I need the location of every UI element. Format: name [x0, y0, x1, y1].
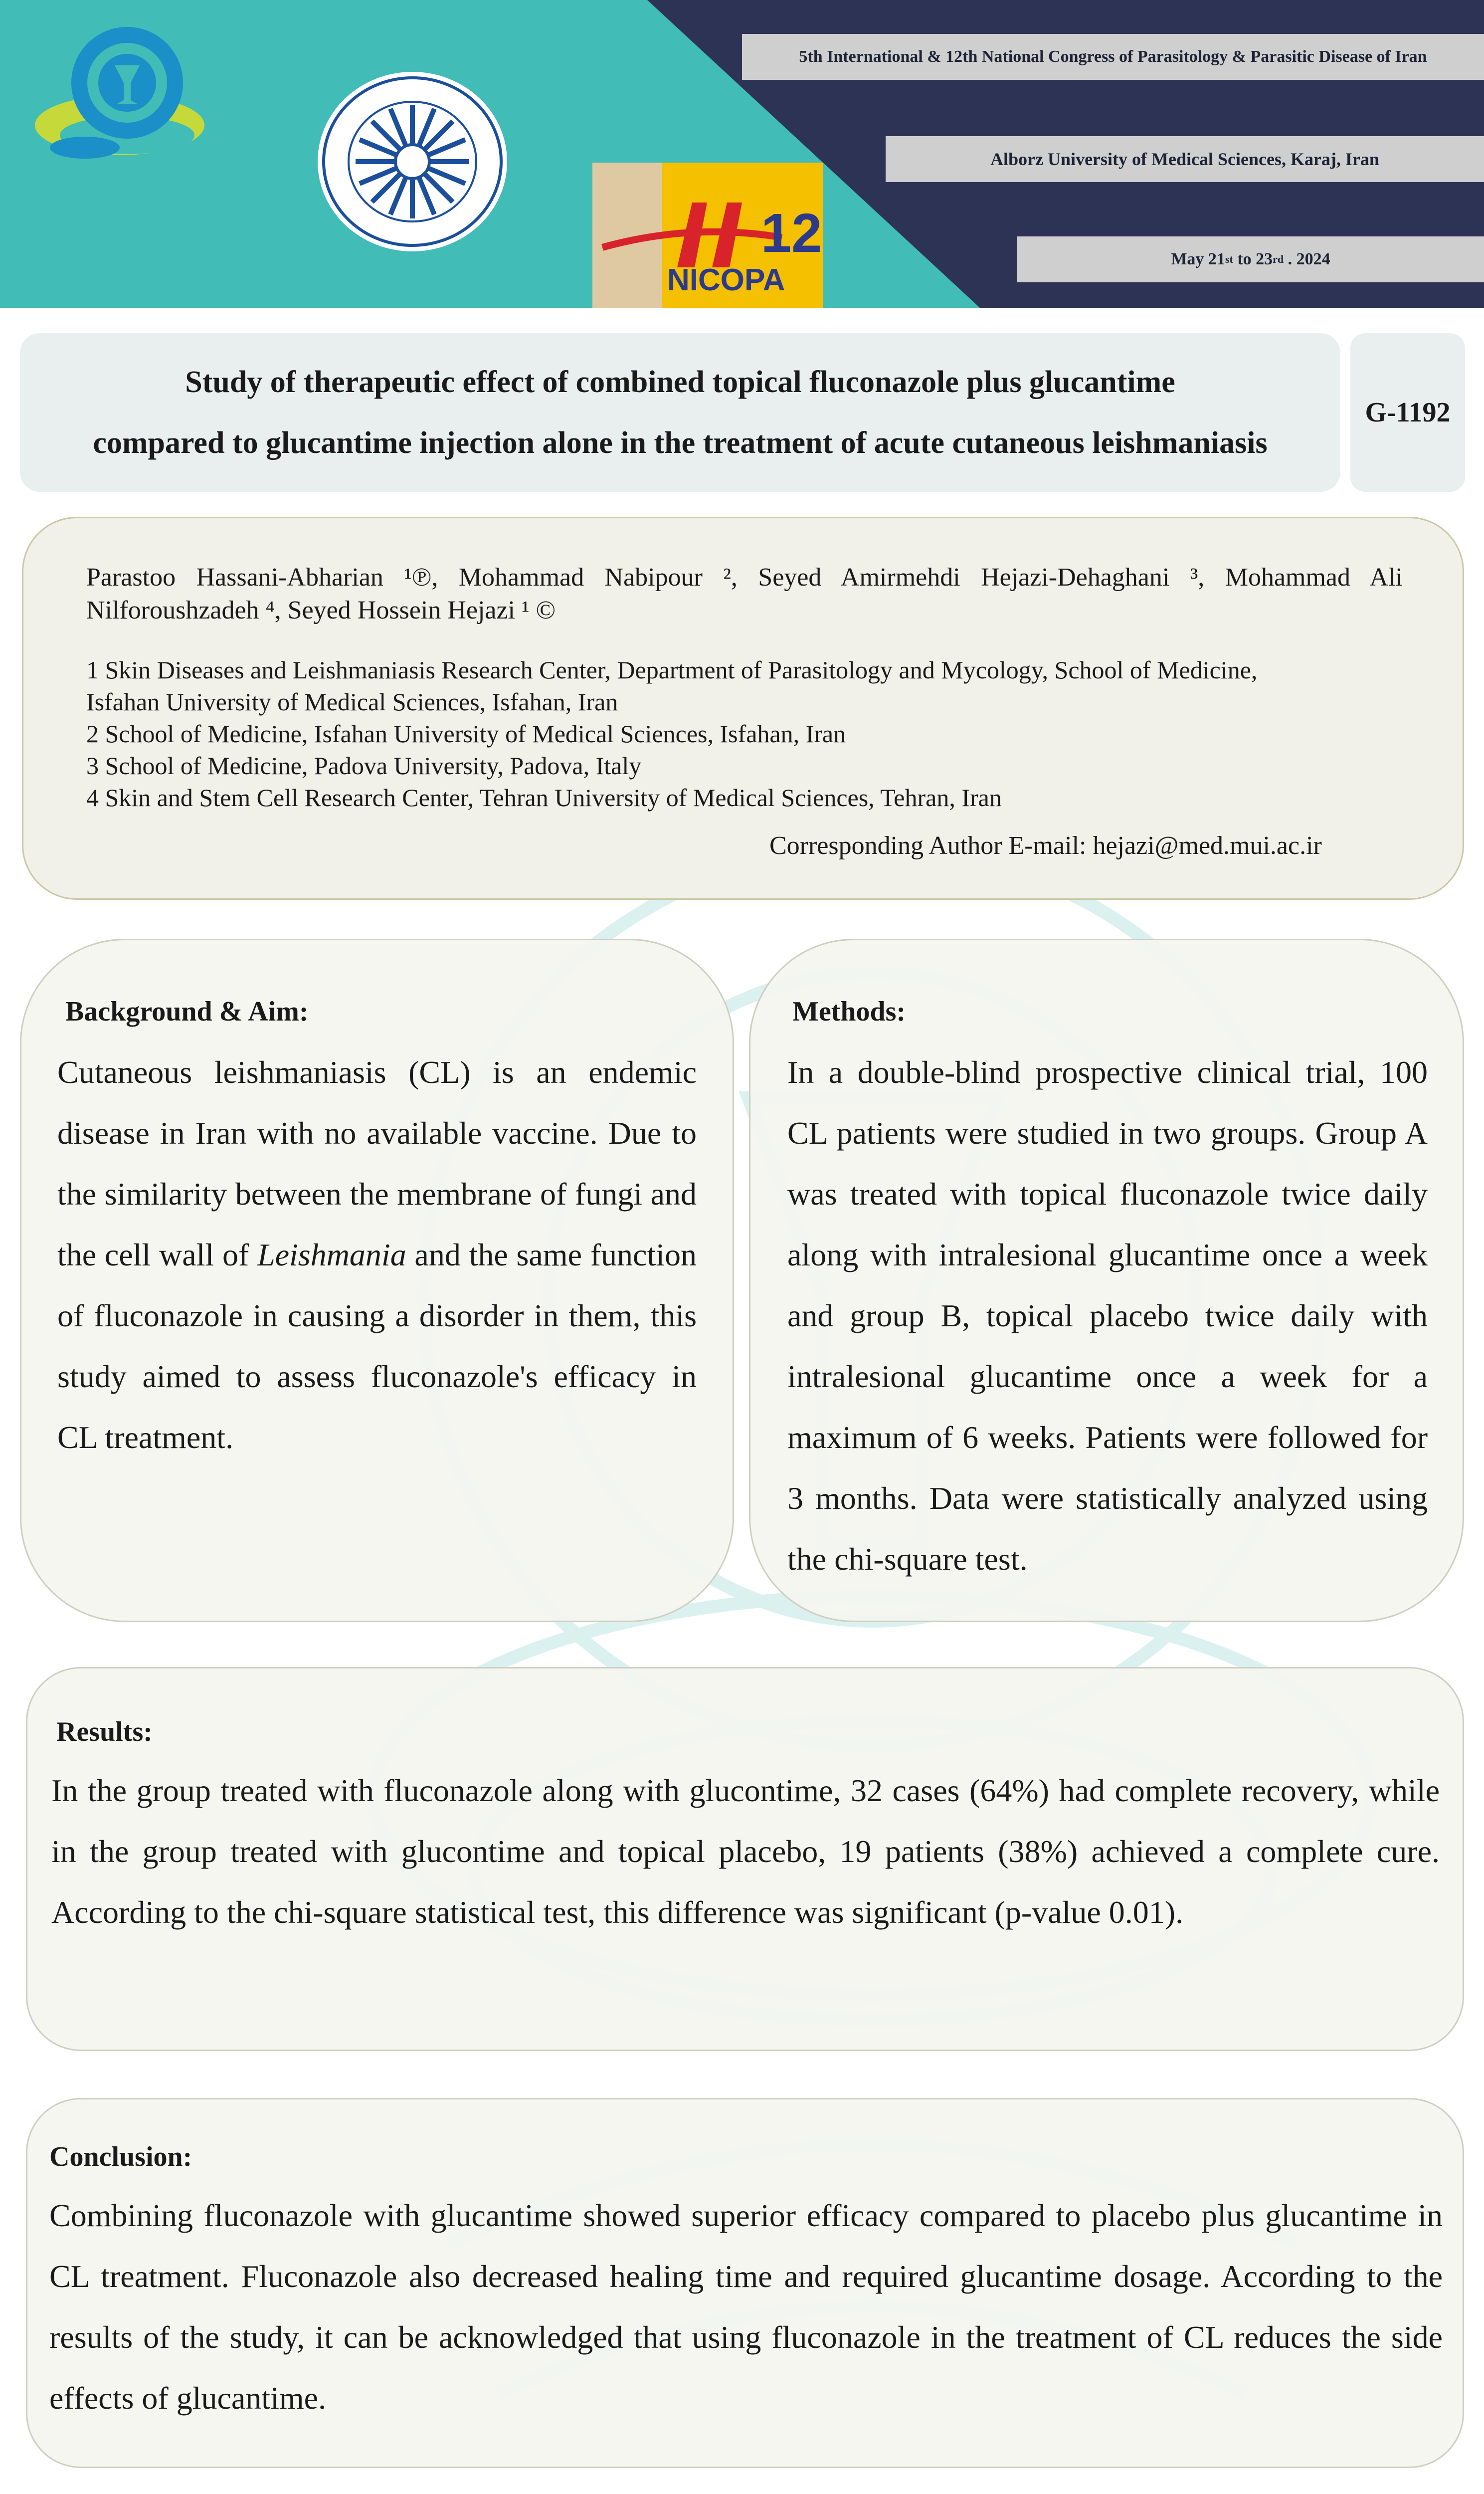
authors-panel — [22, 517, 1464, 900]
leishmania-term: Leishmania — [257, 1237, 406, 1272]
date-mid: to 23 — [1233, 250, 1273, 268]
affiliation-line: 4 Skin and Stem Cell Research Center, Tehran University of Medical Sciences, Tehran, Iran — [86, 784, 1002, 812]
date-sup-rd: rd — [1273, 253, 1284, 265]
nicopa-12-logo — [592, 163, 823, 308]
affiliation-line: 2 School of Medicine, Isfahan University of Medical Sciences, Isfahan, Iran — [86, 720, 846, 748]
affiliation-line: 3 School of Medicine, Padova University, Padova, Italy — [86, 752, 642, 780]
results-text: In the group treated with fluconazole along with glucontime, 32 cases (64%) had complete recovery, while in the group treated with glucontime and topical placebo, 19 patients (38%) achieved a complete cure. According to the chi-square statistical test, this difference was significant (p-value 0.01). — [51, 1773, 1440, 1930]
background-aim-section — [20, 939, 734, 1622]
affiliation-line: 1 Skin Diseases and Leishmaniasis Research Center, Department of Parasitology and Mycology, School of Medicine, — [86, 656, 1258, 684]
congress-name-bar: 5th International & 12th National Congress of Parasitology & Parasitic Disease of Iran — [742, 34, 1484, 80]
title-line-1: Study of therapeutic effect of combined topical fluconazole plus glucantime — [185, 365, 1175, 399]
results-heading: Results: — [56, 1716, 153, 1747]
corresponding-author-email: Corresponding Author E-mail: hejazi@med.mui.ac.ir — [769, 831, 1322, 860]
methods-heading: Methods: — [792, 996, 906, 1027]
date-end: . 2024 — [1284, 250, 1330, 268]
authors-line-1: Parastoo Hassani-Abharian ¹℗, Mohammad Nabipour ², Seyed Amirmehdi Hejazi-Dehaghani ³, Mohammad Ali — [86, 563, 1403, 592]
background-text-part2: and the same function of fluconazole in causing a disorder in them, this study aimed to assess fluconazole's efficacy in CL treatment. — [57, 1237, 697, 1455]
conclusion-section — [26, 2098, 1464, 2468]
conclusion-text: Combining fluconazole with glucantime showed superior efficacy compared to placebo plus glucantime in CL treatment. Fluconazole also decreased healing time and required glucantime dosage. According to the results of the study, it can be acknowledged that using fluconazole in the treatment of CL reduces the side effects of glucantime. — [49, 2198, 1443, 2416]
conclusion-heading: Conclusion: — [49, 2141, 192, 2172]
background-text-part1: Cutaneous leishmaniasis (CL) is an endemic disease in Iran with no available vaccine. Due to the similarity between the membrane of fungi and the cell wall of — [57, 1054, 697, 1272]
background-heading: Background & Aim: — [65, 996, 309, 1027]
poster-code: G-1192 — [1350, 333, 1465, 492]
background-text — [57, 1042, 697, 1468]
poster-title — [20, 333, 1340, 492]
results-section — [26, 1667, 1464, 2051]
affiliation-line: Isfahan University of Medical Sciences, Isfahan, Iran — [86, 688, 618, 716]
methods-text: In a double-blind prospective clinical trial, 100 CL patients were studied in two groups. Group A was treated with topical fluconazole twice daily along with intralesional glucantime once a week and group B, topical placebo twice daily with intralesional glucantime once a week for a maximum of 6 weeks. Patients were followed for 3 months. Data were statistically analyzed using the chi-square test. — [787, 1054, 1428, 1577]
header-banner — [0, 0, 1484, 308]
nicopa-logo-text: NICOPA — [667, 263, 785, 297]
methods-section — [749, 939, 1464, 1622]
congress-emblem-logo — [25, 18, 224, 183]
authors-line-2: Nilforoushzadeh ⁴, Seyed Hossein Hejazi ¹ © — [86, 596, 556, 624]
date-sup-st: st — [1225, 253, 1233, 265]
date-bar — [1017, 236, 1484, 282]
iranian-society-of-parasitology-seal — [316, 70, 509, 253]
title-line-2: compared to glucantime injection alone in the treatment of acute cutaneous leishmaniasis — [93, 426, 1268, 460]
nicopa-logo-number: 12 — [761, 203, 822, 264]
date-main: May 21 — [1171, 250, 1225, 268]
university-bar: Alborz University of Medical Sciences, Karaj, Iran — [886, 136, 1484, 182]
